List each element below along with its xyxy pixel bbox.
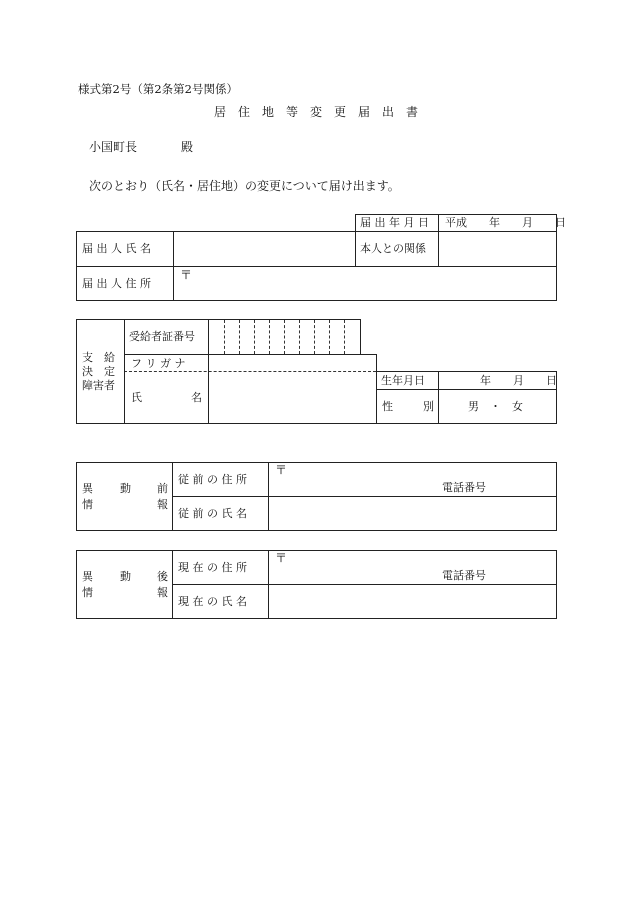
current-name-field[interactable] xyxy=(269,585,555,617)
relation-label: 本人との関係 xyxy=(360,242,426,255)
before-group-label-2: 動 xyxy=(120,482,131,495)
applicant-address-label: 届 出 人 住 所 xyxy=(82,277,151,290)
filing-date-label: 届 出 年 月 日 xyxy=(360,216,429,229)
sex-options[interactable]: 男 ・ 女 xyxy=(468,400,523,413)
certificate-number-label: 受給者証番号 xyxy=(129,330,195,343)
applicant-name-field[interactable] xyxy=(174,232,354,265)
sex-label-2: 別 xyxy=(423,400,434,413)
after-group-label-3: 後 xyxy=(157,570,168,583)
name-label-1: 氏 xyxy=(131,391,142,404)
honorific: 殿 xyxy=(181,140,194,154)
furigana-field[interactable] xyxy=(209,355,375,370)
after-group-label-1: 異 xyxy=(82,570,93,583)
after-group-label-2: 動 xyxy=(120,570,131,583)
addressee: 小国町長 xyxy=(89,140,138,154)
group-label-decision: 決 定 xyxy=(82,365,115,378)
previous-phone-label: 電話番号 xyxy=(442,481,486,494)
previous-name-field[interactable] xyxy=(269,497,555,529)
form-number: 様式第2号（第2条第2号関係） xyxy=(78,82,238,96)
relation-field[interactable] xyxy=(439,232,555,265)
previous-name-label: 従 前 の 氏 名 xyxy=(178,507,247,520)
previous-postal-mark: 〒 xyxy=(275,463,288,477)
before-group-label-5: 報 xyxy=(157,498,168,511)
current-phone-label: 電話番号 xyxy=(442,569,486,582)
certificate-number-field[interactable] xyxy=(209,320,359,353)
previous-address-label: 従 前 の 住 所 xyxy=(178,473,247,486)
previous-address-field[interactable] xyxy=(269,463,555,495)
before-group-label-3: 前 xyxy=(157,482,168,495)
before-group-label-1: 異 xyxy=(82,482,93,495)
applicant-address-field[interactable] xyxy=(174,267,555,299)
after-group-label-4: 情 xyxy=(82,586,93,599)
current-address-field[interactable] xyxy=(269,551,555,583)
filing-date-value: 平成 年 月 日 xyxy=(445,216,566,229)
birth-date-label: 生年月日 xyxy=(381,374,425,387)
postal-mark: 〒 xyxy=(180,268,193,282)
current-name-label: 現 在 の 氏 名 xyxy=(178,595,247,608)
current-postal-mark: 〒 xyxy=(275,551,288,565)
sex-label-1: 性 xyxy=(382,400,393,413)
birth-date-value: 年 月 日 xyxy=(480,374,557,387)
intro-text: 次のとおり（氏名・居住地）の変更について届け出ます。 xyxy=(89,179,400,193)
current-address-label: 現 在 の 住 所 xyxy=(178,561,247,574)
group-label-support: 支 給 xyxy=(82,351,115,364)
before-group-label-4: 情 xyxy=(82,498,93,511)
furigana-label: フ リ ガ ナ xyxy=(131,357,186,370)
recipient-name-field[interactable] xyxy=(209,372,375,422)
document-title: 居 住 地 等 変 更 届 出 書 xyxy=(214,105,419,119)
name-label-2: 名 xyxy=(191,391,202,404)
applicant-name-label: 届 出 人 氏 名 xyxy=(82,242,151,255)
after-group-label-5: 報 xyxy=(157,586,168,599)
group-label-disabled: 障害者 xyxy=(82,379,115,392)
